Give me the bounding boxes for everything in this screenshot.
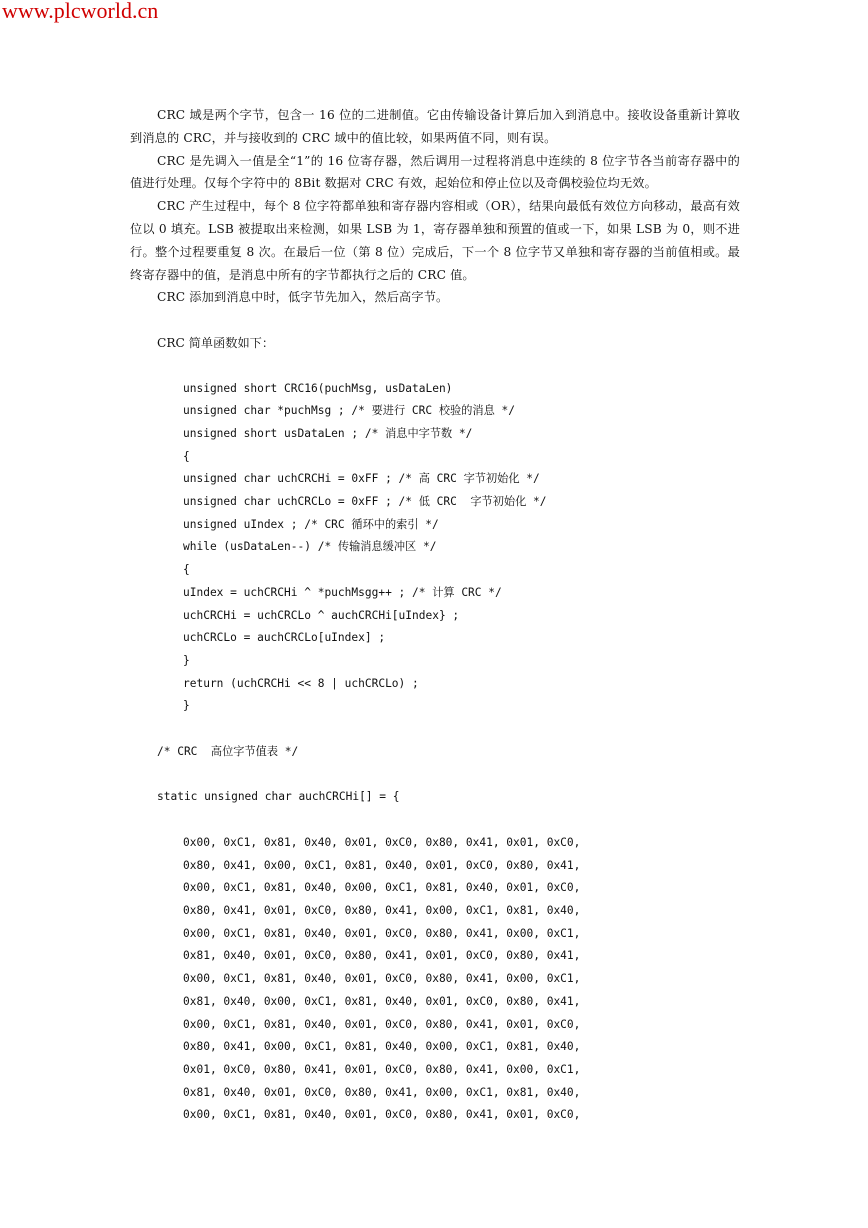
hex-table <box>130 832 740 1127</box>
hex-row: 0x81, 0x40, 0x01, 0xC0, 0x80, 0x41, 0x01, 0xC0, 0x80, 0x41, <box>183 949 581 963</box>
spacer <box>130 809 740 832</box>
hex-row: 0x00, 0xC1, 0x81, 0x40, 0x01, 0xC0, 0x80, 0x41, 0x01, 0xC0, <box>183 835 581 849</box>
code-line: } <box>183 699 190 713</box>
hex-row: 0x00, 0xC1, 0x81, 0x40, 0x00, 0xC1, 0x81, 0x40, 0x01, 0xC0, <box>183 881 581 895</box>
code-line: unsigned uIndex ; /* CRC 循环中的索引 */ <box>183 517 439 531</box>
hex-row: 0x81, 0x40, 0x00, 0xC1, 0x81, 0x40, 0x01, 0xC0, 0x80, 0x41, <box>183 994 581 1008</box>
code-line: uchCRCLo = auchCRCLo[uIndex] ; <box>183 631 386 645</box>
code-line: { <box>183 563 190 577</box>
paragraph-crc-field: CRC 域是两个字节，包含一 16 位的二进制值。它由传输设备计算后加入到消息中。接收设备重新计算收到消息的 CRC，并与接收到的 CRC 域中的值比较，如果两值不同，则有误。 <box>130 108 740 145</box>
hex-row: 0x80, 0x41, 0x01, 0xC0, 0x80, 0x41, 0x00, 0xC1, 0x81, 0x40, <box>183 904 581 918</box>
function-heading: CRC 简单函数如下： <box>157 335 275 350</box>
code-line: unsigned char uchCRCHi = 0xFF ; /* 高 CRC 字节初始化 */ <box>183 472 540 486</box>
spacer <box>130 764 740 787</box>
hex-row: 0x00, 0xC1, 0x81, 0x40, 0x01, 0xC0, 0x80, 0x41, 0x00, 0xC1, <box>183 926 581 940</box>
table-declaration: static unsigned char auchCRCHi[] = { <box>157 790 400 804</box>
paragraph-crc-process: CRC 产生过程中，每个 8 位字符都单独和寄存器内容相或（OR），结果向最低有效位方向移动，最高有效位以 0 填充。LSB 被提取出来检测，如果 LSB 为 1，寄存器单独和预置的值或一下，如果 LSB 为 0，则不进行。整个过程要重复 8 次。在最后一位（第 8 位）完成后，下一个 8 位字节又单独和寄存器的当前值相或。最终寄存器中的值，是消息中所有的字节都执行之后的 CRC 值。 <box>130 199 740 282</box>
site-watermark: www.plcworld.cn <box>2 0 159 23</box>
hex-row: 0x01, 0xC0, 0x80, 0x41, 0x01, 0xC0, 0x80, 0x41, 0x00, 0xC1, <box>183 1062 581 1076</box>
code-line: unsigned char uchCRCLo = 0xFF ; /* 低 CRC 字节初始化 */ <box>183 495 547 509</box>
spacer <box>130 355 740 378</box>
table-comment: /* CRC 高位字节值表 */ <box>157 744 299 758</box>
hex-row: 0x00, 0xC1, 0x81, 0x40, 0x01, 0xC0, 0x80, 0x41, 0x01, 0xC0, <box>183 1108 581 1122</box>
paragraph-crc-byte-order: CRC 添加到消息中时，低字节先加入，然后高字节。 <box>157 290 449 305</box>
code-line: uIndex = uchCRCHi ^ *puchMsgg++ ; /* 计算 CRC */ <box>183 585 502 599</box>
code-line: return (uchCRCHi << 8 | uchCRCLo) ; <box>183 676 419 690</box>
spacer <box>130 718 740 741</box>
code-line: { <box>183 449 190 463</box>
code-block <box>130 378 740 719</box>
code-line: unsigned short CRC16(puchMsg, usDataLen) <box>183 381 453 395</box>
spacer <box>130 309 740 332</box>
hex-row: 0x00, 0xC1, 0x81, 0x40, 0x01, 0xC0, 0x80, 0x41, 0x01, 0xC0, <box>183 1017 581 1031</box>
document-body <box>130 104 740 1127</box>
code-line: while (usDataLen--) /* 传输消息缓冲区 */ <box>183 540 437 554</box>
code-line: uchCRCHi = uchCRCLo ^ auchCRCHi[uIndex} ; <box>183 608 460 622</box>
code-line: unsigned short usDataLen ; /* 消息中字节数 */ <box>183 426 473 440</box>
hex-row: 0x80, 0x41, 0x00, 0xC1, 0x81, 0x40, 0x00, 0xC1, 0x81, 0x40, <box>183 1040 581 1054</box>
hex-row: 0x80, 0x41, 0x00, 0xC1, 0x81, 0x40, 0x01, 0xC0, 0x80, 0x41, <box>183 858 581 872</box>
hex-row: 0x00, 0xC1, 0x81, 0x40, 0x01, 0xC0, 0x80, 0x41, 0x00, 0xC1, <box>183 972 581 986</box>
code-line: } <box>183 654 190 667</box>
paragraph-crc-register: CRC 是先调入一值是全“1”的 16 位寄存器，然后调用一过程将消息中连续的 8 位字节各当前寄存器中的值进行处理。仅每个字符中的 8Bit 数据对 CRC 有效，起始位和停止位以及奇偶校验位均无效。 <box>130 153 740 191</box>
code-line: unsigned char *puchMsg ; /* 要进行 CRC 校验的消息 */ <box>183 404 515 418</box>
hex-row: 0x81, 0x40, 0x01, 0xC0, 0x80, 0x41, 0x00, 0xC1, 0x81, 0x40, <box>183 1085 581 1099</box>
